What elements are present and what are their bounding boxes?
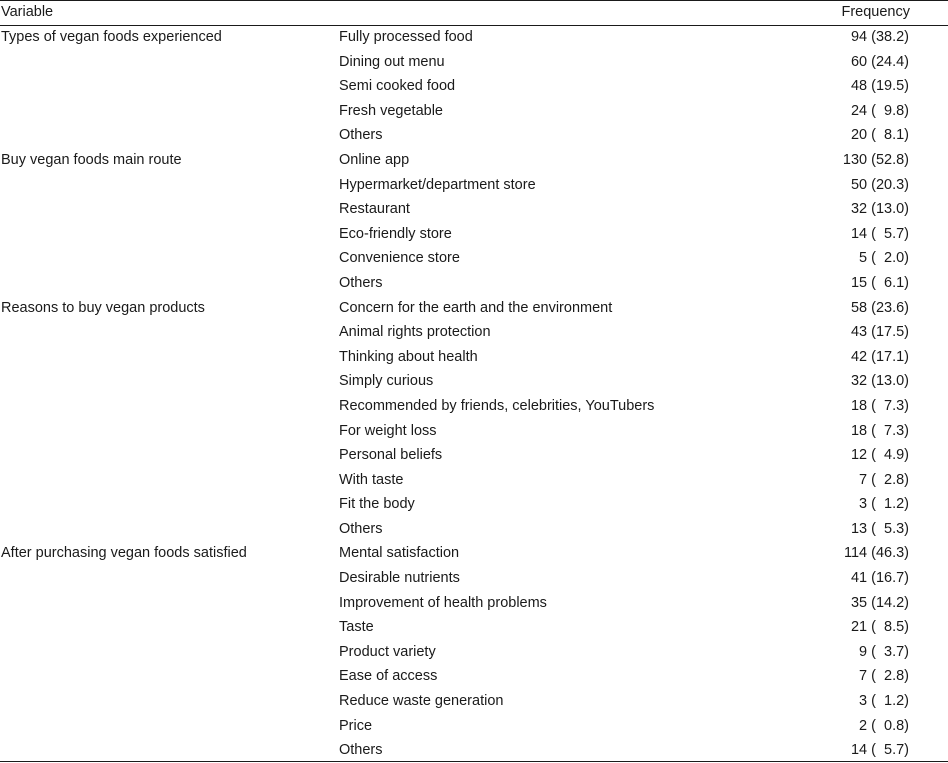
cell-frequency: 2 ( 0.8) bbox=[859, 717, 909, 734]
cell-variable: After purchasing vegan foods satisfied bbox=[1, 545, 247, 562]
table-row bbox=[0, 197, 948, 222]
cell-category: Product variety bbox=[339, 643, 436, 660]
cell-category: Semi cooked food bbox=[339, 78, 456, 95]
table-row bbox=[0, 468, 948, 493]
table-row bbox=[0, 173, 948, 198]
cell-frequency: 32 (13.0) bbox=[850, 201, 909, 218]
cell-frequency: 14 ( 5.7) bbox=[850, 742, 909, 759]
cell-frequency: 12 ( 4.9) bbox=[850, 447, 909, 464]
cell-frequency: 13 ( 5.3) bbox=[850, 520, 909, 537]
cell-category: Others bbox=[339, 127, 383, 144]
cell-frequency: 18 ( 7.3) bbox=[850, 397, 909, 414]
table-row bbox=[0, 246, 948, 271]
cell-frequency: 32 (13.0) bbox=[850, 373, 909, 390]
table-row bbox=[0, 664, 948, 689]
table-row bbox=[0, 345, 948, 370]
cell-variable: Types of vegan foods experienced bbox=[1, 29, 222, 45]
table-header bbox=[0, 0, 948, 25]
cell-variable: Buy vegan foods main route bbox=[1, 151, 182, 168]
cell-frequency: 7 ( 2.8) bbox=[859, 471, 909, 488]
cell-frequency: 7 ( 2.8) bbox=[859, 668, 909, 685]
cell-frequency: 15 ( 6.1) bbox=[850, 274, 909, 291]
table-row bbox=[0, 74, 948, 99]
cell-category: Others bbox=[339, 742, 383, 759]
cell-frequency: 114 (46.3) bbox=[843, 545, 909, 562]
table-row bbox=[0, 123, 948, 148]
cell-category: Restaurant bbox=[339, 201, 410, 218]
cell-frequency: 60 (24.4) bbox=[850, 53, 909, 70]
header-frequency: Frequency bbox=[841, 4, 910, 20]
cell-frequency: 3 ( 1.2) bbox=[859, 496, 909, 513]
table-row bbox=[0, 271, 948, 296]
table-row bbox=[0, 492, 948, 517]
table-row bbox=[0, 369, 948, 394]
table-row bbox=[0, 591, 948, 616]
table-row bbox=[0, 738, 948, 763]
cell-frequency: 24 ( 9.8) bbox=[850, 102, 909, 119]
cell-category: Mental satisfaction bbox=[339, 545, 460, 562]
cell-category: For weight loss bbox=[339, 422, 437, 439]
cell-category: Concern for the earth and the environment bbox=[339, 299, 613, 316]
cell-category: Others bbox=[339, 274, 383, 291]
cell-category: With taste bbox=[339, 471, 404, 488]
cell-category: Dining out menu bbox=[339, 53, 445, 70]
table-row bbox=[0, 394, 948, 419]
table-row bbox=[0, 99, 948, 124]
cell-category: Others bbox=[339, 520, 383, 537]
cell-category: Personal beliefs bbox=[339, 447, 443, 464]
cell-frequency: 35 (14.2) bbox=[850, 594, 909, 611]
table-row bbox=[0, 640, 948, 665]
cell-frequency: 48 (19.5) bbox=[850, 78, 909, 95]
cell-category: Animal rights protection bbox=[339, 324, 491, 341]
cell-frequency: 9 ( 3.7) bbox=[859, 643, 909, 660]
table-row bbox=[0, 541, 948, 566]
header-variable: Variable bbox=[1, 4, 54, 20]
table-row bbox=[0, 689, 948, 714]
cell-category: Ease of access bbox=[339, 668, 438, 685]
table-row bbox=[0, 148, 948, 173]
cell-frequency: 58 (23.6) bbox=[850, 299, 909, 316]
table-row bbox=[0, 566, 948, 591]
cell-frequency: 42 (17.1) bbox=[850, 348, 909, 365]
cell-frequency: 3 ( 1.2) bbox=[859, 693, 909, 710]
table-row bbox=[0, 714, 948, 739]
cell-category: Fit the body bbox=[339, 496, 415, 513]
table-row bbox=[0, 320, 948, 345]
cell-frequency: 50 (20.3) bbox=[850, 176, 909, 193]
cell-category: Recommended by friends, celebrities, YouTubers bbox=[339, 397, 655, 414]
cell-category: Fresh vegetable bbox=[339, 102, 443, 119]
cell-category: Thinking about health bbox=[339, 348, 478, 365]
cell-category: Eco-friendly store bbox=[339, 225, 452, 242]
table-row bbox=[0, 296, 948, 321]
cell-frequency: 130 (52.8) bbox=[842, 151, 909, 168]
cell-category: Taste bbox=[339, 619, 374, 636]
table-row bbox=[0, 50, 948, 75]
cell-category: Convenience store bbox=[339, 250, 460, 267]
cell-category: Desirable nutrients bbox=[339, 570, 460, 587]
table-row bbox=[0, 25, 948, 50]
cell-category: Reduce waste generation bbox=[339, 693, 504, 710]
cell-frequency: 21 ( 8.5) bbox=[850, 619, 909, 636]
cell-frequency: 20 ( 8.1) bbox=[850, 127, 909, 144]
cell-category: Improvement of health problems bbox=[339, 594, 547, 611]
cell-frequency: 18 ( 7.3) bbox=[850, 422, 909, 439]
cell-category: Simply curious bbox=[339, 373, 434, 390]
table-row bbox=[0, 419, 948, 444]
cell-category: Hypermarket/department store bbox=[339, 176, 536, 193]
table-row bbox=[0, 443, 948, 468]
cell-frequency: 14 ( 5.7) bbox=[850, 225, 909, 242]
cell-frequency: 41 (16.7) bbox=[850, 570, 909, 587]
table-bottom-rule bbox=[0, 761, 948, 762]
cell-frequency: 5 ( 2.0) bbox=[859, 250, 909, 267]
cell-category: Fully processed food bbox=[339, 29, 473, 45]
cell-category: Online app bbox=[339, 151, 410, 168]
table-body bbox=[0, 25, 948, 763]
cell-variable: Reasons to buy vegan products bbox=[1, 299, 205, 316]
table-row bbox=[0, 517, 948, 542]
table-row bbox=[0, 615, 948, 640]
table-row bbox=[0, 222, 948, 247]
cell-frequency: 43 (17.5) bbox=[850, 324, 909, 341]
cell-frequency: 94 (38.2) bbox=[850, 29, 909, 45]
cell-category: Price bbox=[339, 717, 373, 734]
